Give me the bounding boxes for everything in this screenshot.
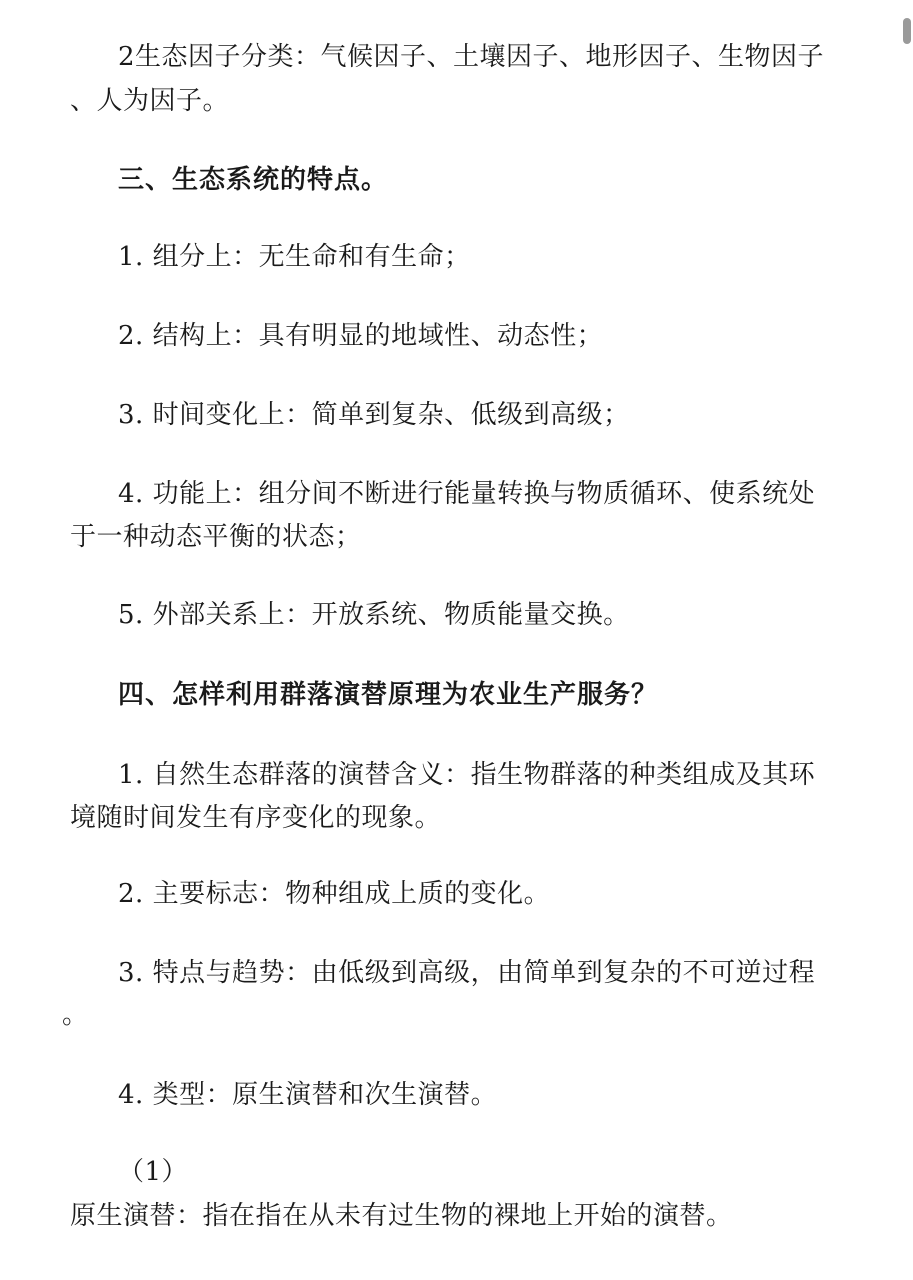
paragraph-primary-succession: 原生演替：指在指在从未有过生物的裸地上开始的演替。 [70,1201,733,1231]
list-item: 3. 时间变化上：简单到复杂、低级到高级； [118,400,630,430]
list-item-continuation: 。 [62,1000,89,1030]
list-item-continuation: 于一种动态平衡的状态； [70,522,362,552]
list-item: 1. 自然生态群落的演替含义：指生物群落的种类组成及其环 [118,760,816,790]
list-item: 1. 组分上：无生命和有生命； [118,242,471,272]
list-item: 4. 类型：原生演替和次生演替。 [118,1080,498,1110]
list-item: 4. 功能上：组分间不断进行能量转换与物质循环、使系统处 [118,479,816,509]
list-item: 2. 结构上：具有明显的地域性、动态性； [118,321,604,351]
paragraph-continuation: 、人为因子。 [70,86,230,116]
list-item: 2. 主要标志：物种组成上质的变化。 [118,879,551,909]
scrollbar-thumb[interactable] [903,18,911,44]
sub-item-marker: （1） [118,1157,189,1187]
section-heading-3: 三、生态系统的特点。 [118,165,389,195]
section-heading-4: 四、怎样利用群落演替原理为农业生产服务？ [118,680,659,710]
paragraph-ecological-factor-classification: 2生态因子分类：气候因子、土壤因子、地形因子、生物因子 [118,42,825,72]
list-item-continuation: 境随时间发生有序变化的现象。 [70,803,442,833]
list-item: 3. 特点与趋势：由低级到高级，由简单到复杂的不可逆过程 [118,958,816,988]
list-item: 5. 外部关系上：开放系统、物质能量交换。 [118,600,630,630]
